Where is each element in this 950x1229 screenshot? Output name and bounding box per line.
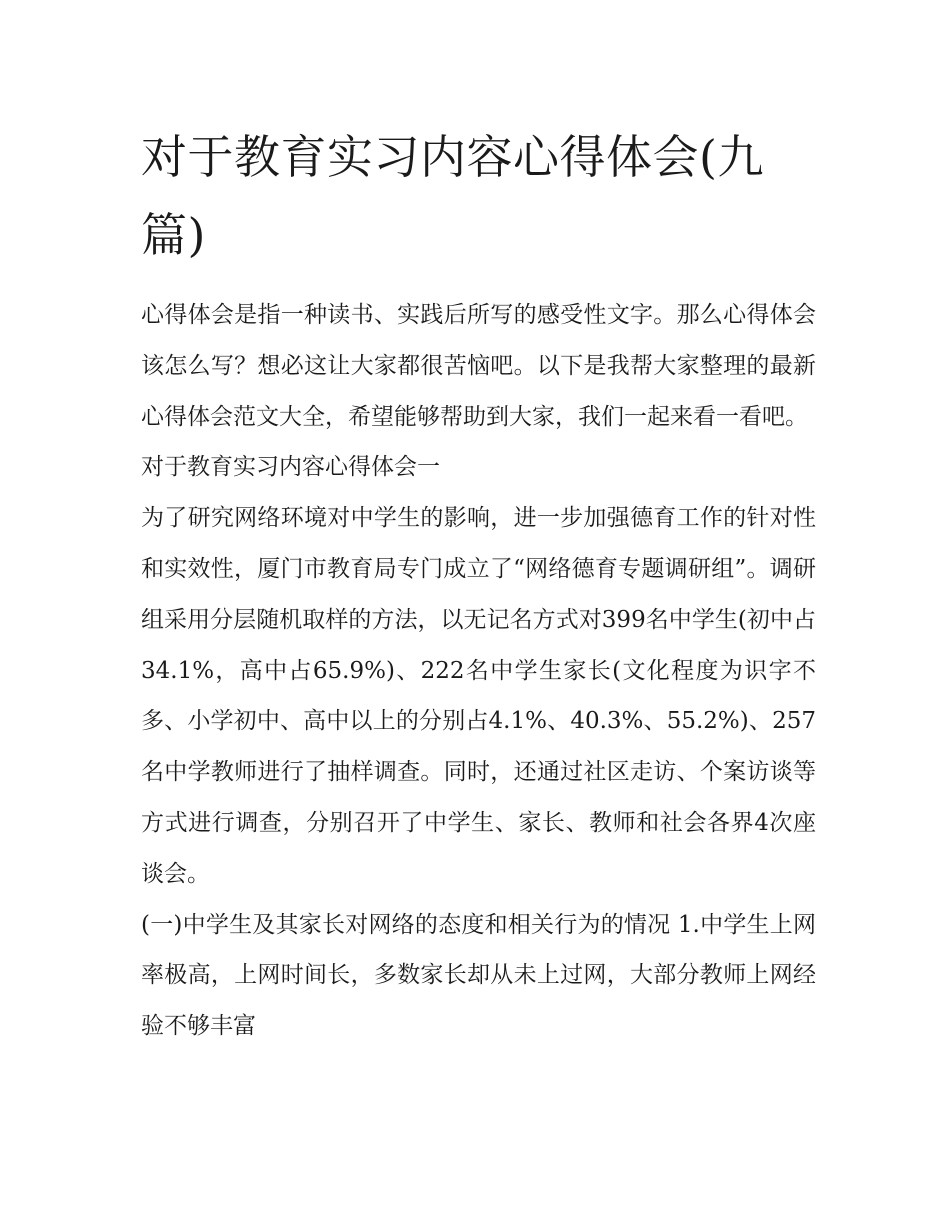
intro-paragraph: 心得体会是指一种读书、实践后所写的感受性文字。那么心得体会该怎么写？想必这让大家都很苦恼吧。以下是我帮大家整理的最新心得体会范文大全，希望能够帮助到大家，我们一起来看一看吧。 <box>141 302 816 430</box>
document-page <box>141 118 816 1052</box>
body-paragraph: (一)中学生及其家长对网络的态度和相关行为的情况 1.中学生上网率极高，上网时间长，多数家长却从未上过网，大部分教师上网经验不够丰富 <box>141 911 816 1040</box>
body-paragraph: 为了研究网络环境对中学生的影响，进一步加强德育工作的针对性和实效性，厦门市教育局专门成立了“网络德育专题调研组”。调研组采用分层随机取样的方法，以无记名方式对399名中学生(初中占34.1%，高中占65.9%)、222名中学生家长(文化程度为识字不多、小学初中、高中以上的分别占4.1%、40.3%、55.2%)、257名中学教师进行了抽样调查。同时，还通过社区走访、个案访谈等方式进行调查，分别召开了中学生、家长、教师和社会各界4次座谈会。 <box>141 505 816 887</box>
section-heading: 对于教育实习内容心得体会一 <box>141 454 440 481</box>
document-title: 对于教育实习内容心得体会(九篇) <box>141 130 764 262</box>
